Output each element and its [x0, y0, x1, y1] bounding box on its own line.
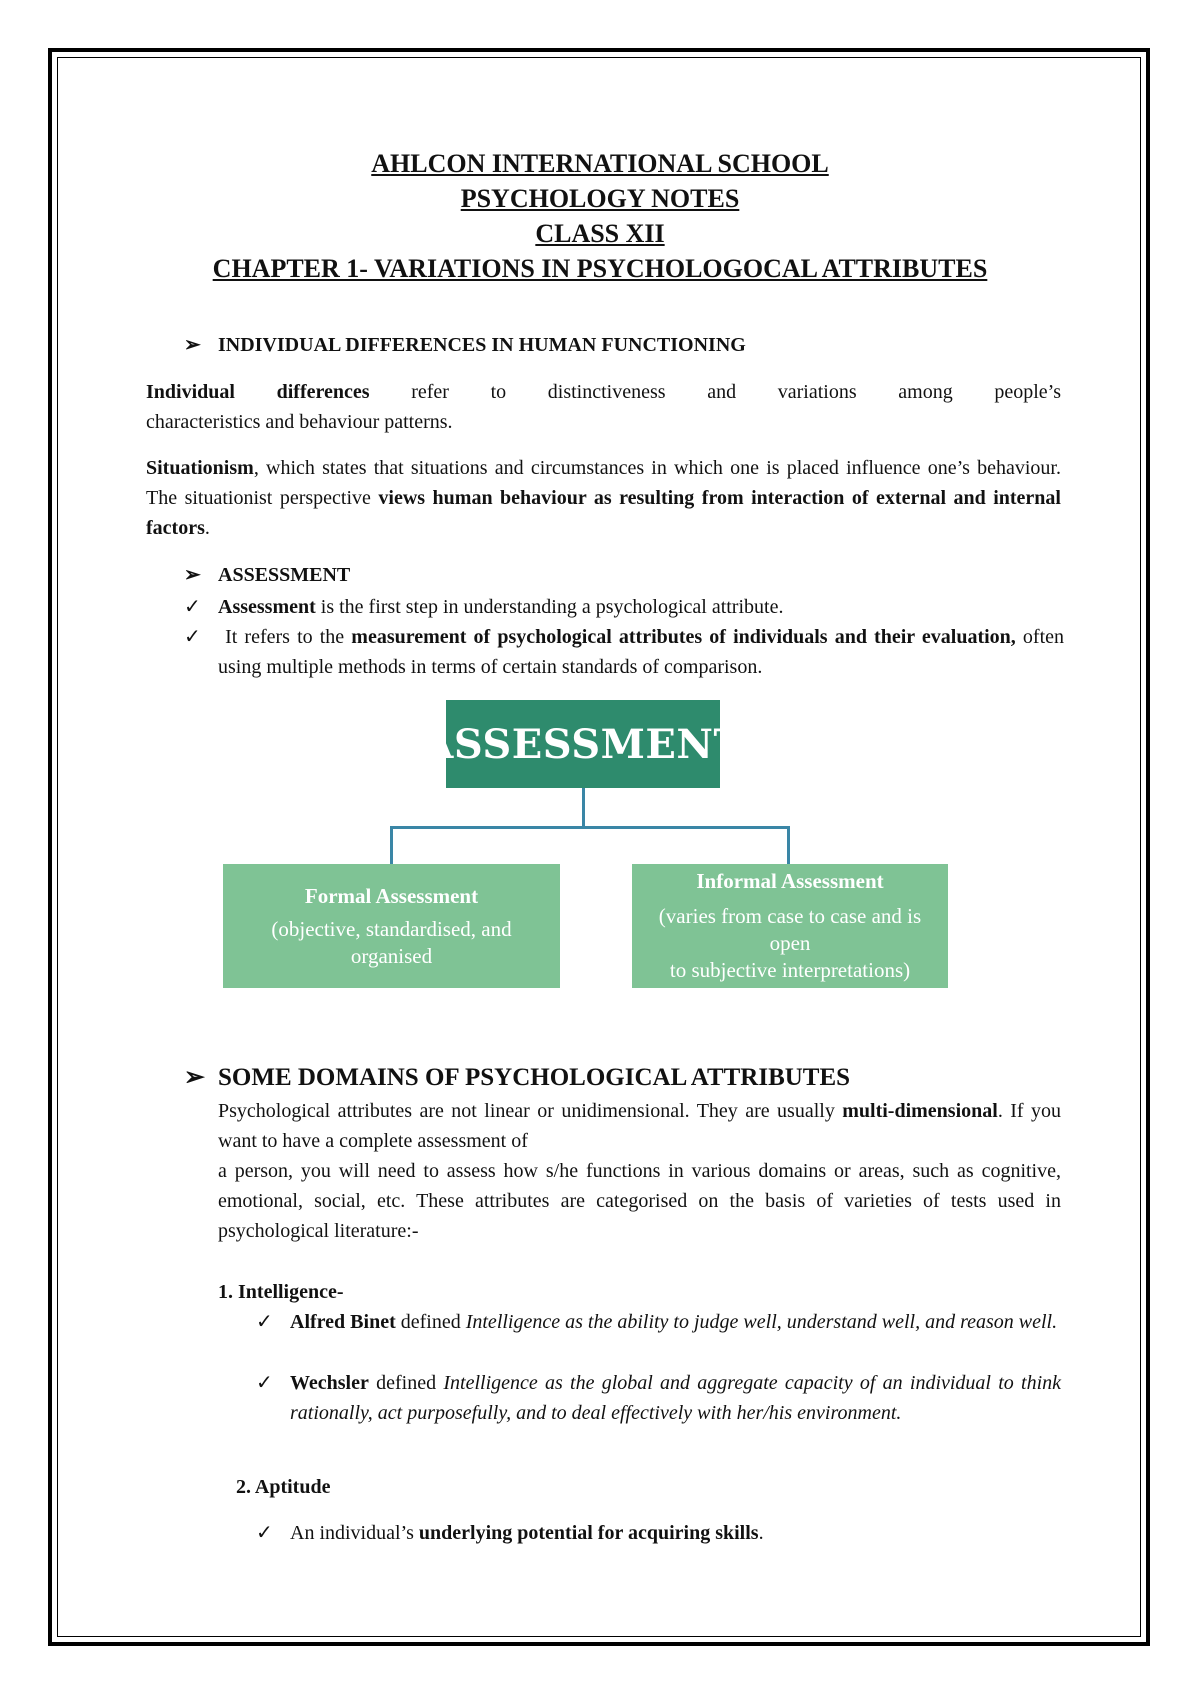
- definition-text: Intelligence as the ability to judge well, understand well, and reason well.: [465, 1311, 1058, 1333]
- class-label: CLASS XII: [535, 219, 665, 248]
- arrow-bullet-icon: ➢: [184, 1064, 205, 1091]
- text: a person, you will need to assess how s/he functions in various domains or areas, such as cognitive, emotional, social, etc. These attributes are categorised on the basis of varieties of tests used in psychological literature:-: [218, 1160, 1061, 1242]
- check-icon: ✓: [184, 596, 201, 618]
- section-heading: ASSESSMENT: [218, 564, 351, 586]
- section-individual-differences: [184, 332, 746, 357]
- term-multidimensional: multi-dimensional: [842, 1100, 998, 1122]
- diagram-connector: [390, 826, 393, 864]
- item-aptitude-title: 2. Aptitude: [236, 1476, 331, 1498]
- paragraph-situationism: [146, 453, 1061, 543]
- text: .: [204, 517, 210, 539]
- term-individual-differences: Individual differences: [146, 381, 370, 403]
- emphasis-text: views human behaviour as resulting from interaction of external and internal factors: [146, 487, 1061, 539]
- text: It refers to the: [225, 626, 345, 648]
- text: , which states that situations and circumstances in which one is placed influence one’s behaviour. The situationist perspective: [146, 457, 1061, 509]
- bullet-aptitude: [256, 1518, 1061, 1548]
- bullet-text: [290, 1368, 1061, 1428]
- diagram-connector: [787, 826, 790, 864]
- section-assessment: [184, 562, 350, 587]
- name-binet: Alfred Binet: [290, 1311, 396, 1333]
- check-icon: ✓: [256, 1311, 273, 1333]
- item-intelligence-title: 1. Intelligence-: [218, 1281, 344, 1303]
- text: defined: [376, 1372, 437, 1394]
- chapter-title: CHAPTER 1- VARIATIONS IN PSYCHOLOGOCAL ATTRIBUTES: [212, 254, 988, 283]
- definition-text: Intelligence as the global and aggregate capacity of an individual to think rationally, act purposefully, and to deal effectively with her/his environment.: [290, 1372, 1062, 1424]
- paragraph-domains: [218, 1096, 1061, 1246]
- text: Psychological attributes are not linear or unidimensional. They are usually: [218, 1100, 835, 1122]
- diagram-connector: [582, 788, 585, 828]
- section-domains: [184, 1062, 850, 1092]
- text: often using multiple methods in terms of certain standards of comparison.: [218, 626, 1064, 678]
- bullet-wechsler: [256, 1368, 1061, 1428]
- bullet-text: [218, 622, 1064, 682]
- text: defined: [400, 1311, 461, 1333]
- section-heading: SOME DOMAINS OF PSYCHOLOGICAL ATTRIBUTES: [218, 1064, 851, 1091]
- text: is the first step in understanding a psychological attribute.: [320, 596, 784, 618]
- text: An individual’s: [290, 1522, 414, 1544]
- bullet-text: [290, 1307, 1061, 1337]
- school-name: AHLCON INTERNATIONAL SCHOOL: [371, 149, 829, 178]
- bullet-assessment: [184, 592, 1064, 622]
- arrow-bullet-icon: ➢: [184, 334, 201, 356]
- check-icon: ✓: [256, 1372, 273, 1394]
- term-situationism: Situationism: [146, 457, 254, 479]
- informal-title: Informal Assessment: [696, 869, 884, 893]
- text: .: [758, 1522, 764, 1544]
- bullet-measurement: [184, 622, 1064, 682]
- text: . If you want to have a complete assessment of: [218, 1100, 1061, 1152]
- diagram-assessment-box: ASSESSMENT: [446, 700, 720, 788]
- paragraph-individual-differences: [146, 377, 1061, 407]
- paragraph-line: characteristics and behaviour patterns.: [146, 411, 453, 433]
- diagram-formal-assessment: [223, 864, 560, 988]
- emphasis-text: underlying potential for acquiring skills: [418, 1522, 759, 1544]
- arrow-bullet-icon: ➢: [184, 564, 201, 586]
- text: refer to distinctiveness and variations among people’s: [411, 381, 1061, 403]
- bullet-binet: [256, 1307, 1061, 1337]
- informal-desc: (varies from case to case and is open: [658, 904, 922, 955]
- formal-desc: (objective, standardised, and organised: [271, 916, 512, 968]
- term-assessment: Assessment: [218, 596, 316, 618]
- emphasis-text: measurement of psychological attributes of individuals and their evaluation,: [351, 626, 1016, 648]
- formal-title: Formal Assessment: [304, 883, 479, 908]
- name-wechsler: Wechsler: [290, 1372, 369, 1394]
- notes-title: PSYCHOLOGY NOTES: [460, 184, 740, 213]
- check-icon: ✓: [256, 1522, 273, 1544]
- diagram-informal-assessment: [632, 864, 948, 988]
- diagram-connector: [390, 826, 790, 829]
- informal-desc-2: to subjective interpretations): [669, 958, 911, 982]
- section-heading: INDIVIDUAL DIFFERENCES IN HUMAN FUNCTIONING: [218, 334, 746, 356]
- check-icon: ✓: [184, 626, 201, 648]
